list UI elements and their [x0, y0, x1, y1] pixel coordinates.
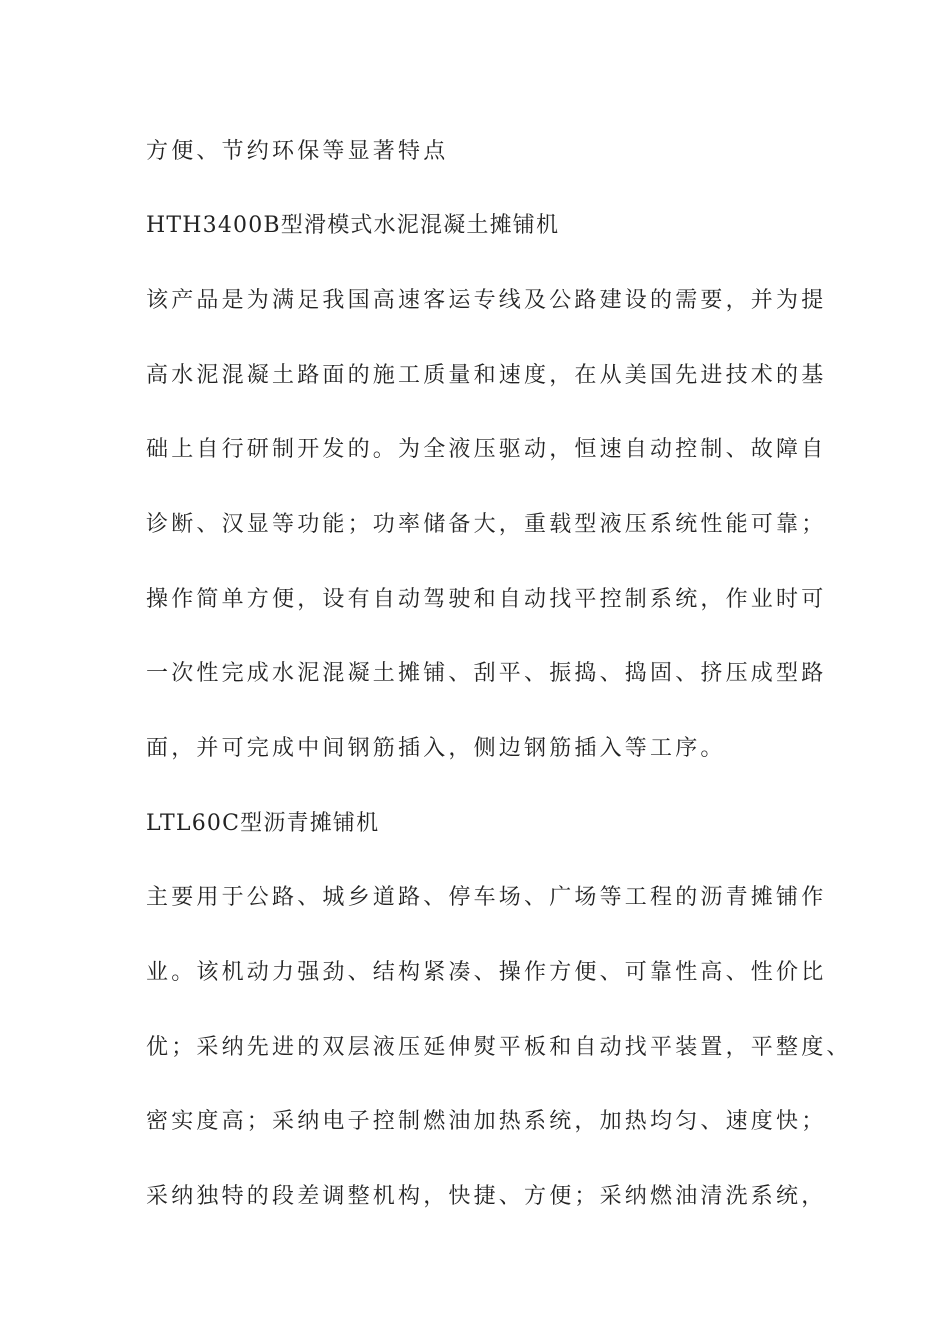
text-line: 主要用于公路、城乡道路、停车场、广场等工程的沥青摊铺作 [146, 885, 827, 910]
product-heading: HTH3400B型滑模式水泥混凝土摊铺机 [146, 213, 560, 238]
text-line: 业。该机动力强劲、结构紧凑、操作方便、可靠性高、性价比 [146, 960, 827, 985]
text-line: 方便、节约环保等显著特点 [146, 139, 449, 164]
text-line: 采纳独特的段差调整机构，快捷、方便；采纳燃油清洗系统， [146, 1184, 827, 1209]
text-line: 密实度高；采纳电子控制燃油加热系统，加热均匀、速度快； [146, 1109, 827, 1134]
text-line: 操作简单方便，设有自动驾驶和自动找平控制系统，作业时可 [146, 587, 827, 612]
text-line: 高水泥混凝土路面的施工质量和速度，在从美国先进技术的基 [146, 363, 827, 388]
text-line: 础上自行研制开发的。为全液压驱动，恒速自动控制、故障自 [146, 437, 827, 462]
text-line: 诊断、汉显等功能；功率储备大，重载型液压系统性能可靠； [146, 512, 827, 537]
text-line: 面，并可完成中间钢筋插入，侧边钢筋插入等工序。 [146, 736, 726, 761]
product-heading: LTL60C型沥青摊铺机 [146, 811, 380, 836]
text-line: 优；采纳先进的双层液压延伸熨平板和自动找平装置，平整度、 [146, 1035, 852, 1060]
text-line: 该产品是为满足我国高速客运专线及公路建设的需要，并为提 [146, 288, 827, 313]
text-line: 一次性完成水泥混凝土摊铺、刮平、振捣、捣固、挤压成型路 [146, 661, 827, 686]
